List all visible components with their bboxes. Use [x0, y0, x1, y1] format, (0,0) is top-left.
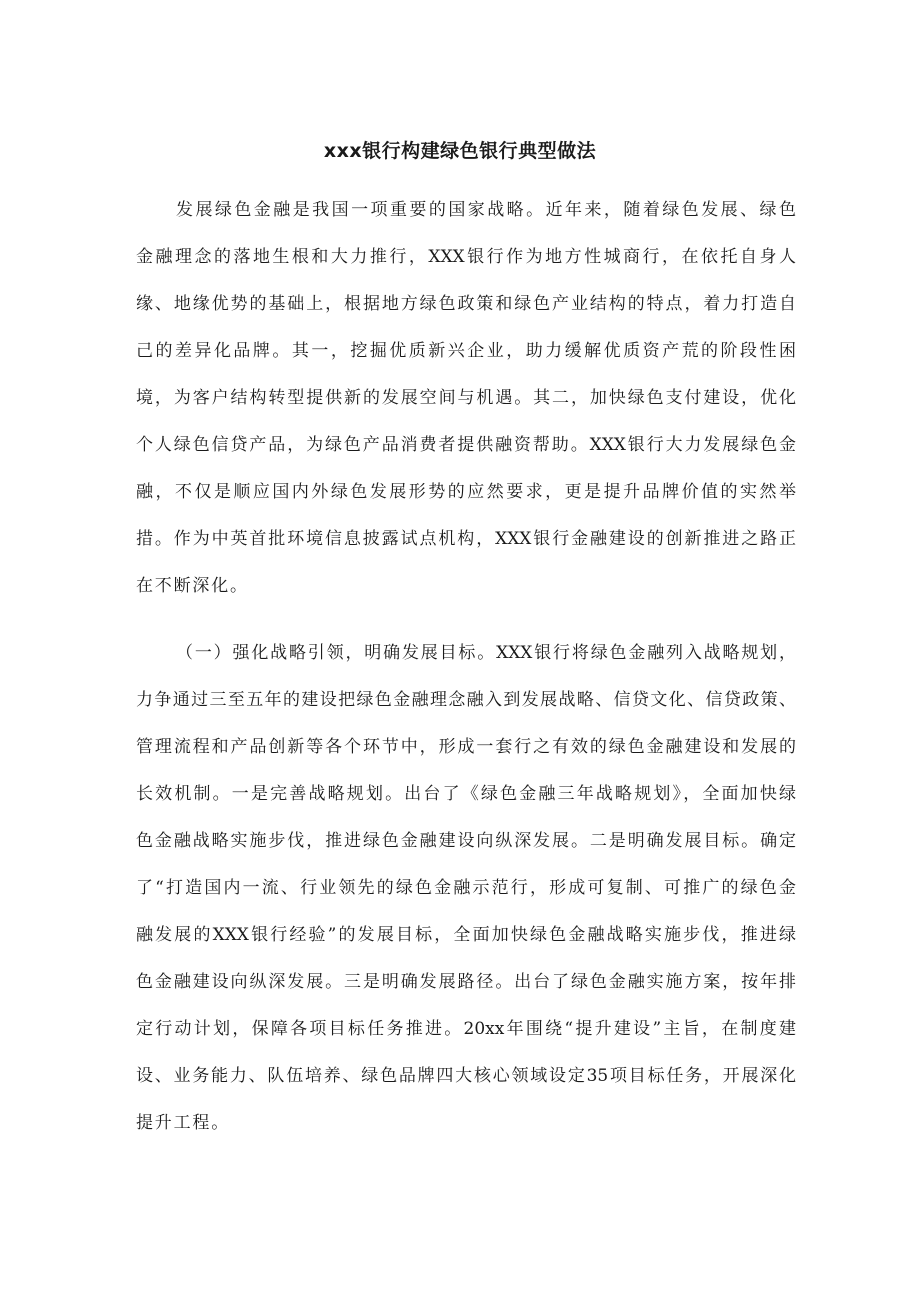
paragraph-line: 融，不仅是顺应国内外绿色发展形势的应然要求，更是提升品牌价值的实然举: [136, 482, 796, 502]
paragraph-line: 定行动计划，保障各项目标任务推进。20xx年围绕“提升建设”主旨，在制度建: [136, 1019, 796, 1039]
paragraph-line: 力争通过三至五年的建设把绿色金融理念融入到发展战略、信贷文化、信贷政策、: [136, 690, 796, 710]
paragraph-line: 在不断深化。: [136, 576, 249, 596]
paragraph-line: 缘、地缘优势的基础上，根据地方绿色政策和绿色产业结构的特点，着力打造自: [136, 294, 796, 314]
paragraph-line: 境，为客户结构转型提供新的发展空间与机遇。其二，加快绿色支付建设，优化: [136, 388, 796, 408]
paragraph-line: （一）强化战略引领，明确发展目标。XXX银行将绿色金融列入战略规划，: [176, 643, 796, 663]
paragraph-line: 色金融战略实施步伐，推进绿色金融建设向纵深发展。二是明确发展目标。确定: [136, 831, 796, 851]
paragraph-line: 个人绿色信贷产品，为绿色产品消费者提供融资帮助。XXX银行大力发展绿色金: [136, 435, 796, 455]
paragraph-line: 管理流程和产品创新等各个环节中，形成一套行之有效的绿色金融建设和发展的: [136, 737, 796, 757]
paragraph-line: 长效机制。一是完善战略规划。出台了《绿色金融三年战略规划》，全面加快绿: [136, 784, 796, 804]
paragraph-line: 措。作为中英首批环境信息披露试点机构，XXX银行金融建设的创新推进之路正: [136, 529, 796, 549]
paragraph-line: 色金融建设向纵深发展。三是明确发展路径。出台了绿色金融实施方案，按年排: [136, 972, 796, 992]
paragraph-line: 金融理念的落地生根和大力推行，XXX银行作为地方性城商行，在依托自身人: [136, 247, 796, 267]
paragraph-line: 己的差异化品牌。其一，挖掘优质新兴企业，助力缓解优质资产荒的阶段性困: [136, 341, 796, 361]
paragraph-line: 融发展的XXX银行经验”的发展目标，全面加快绿色金融战略实施步伐，推进绿: [136, 925, 796, 945]
paragraph-line: 提升工程。: [136, 1113, 230, 1133]
document-title: xxx银行构建绿色银行典型做法: [323, 140, 597, 162]
paragraph-line: 了“打造国内一流、行业领先的绿色金融示范行，形成可复制、可推广的绿色金: [136, 878, 796, 898]
paragraph-line: 发展绿色金融是我国一项重要的国家战略。近年来，随着绿色发展、绿色: [176, 200, 796, 220]
paragraph-line: 设、业务能力、队伍培养、绿色品牌四大核心领域设定35项目标任务，开展深化: [136, 1066, 796, 1086]
